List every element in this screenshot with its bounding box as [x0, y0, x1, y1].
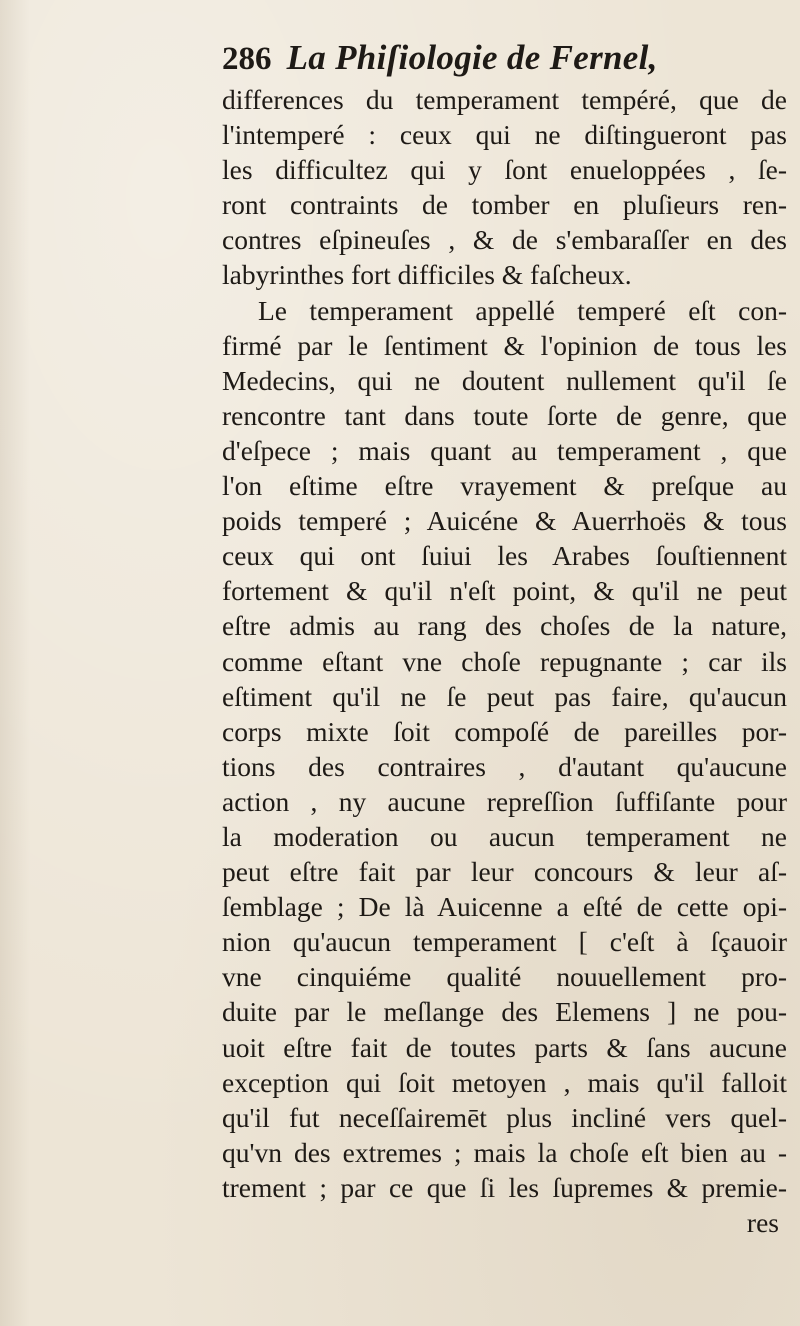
text-line: poids temperé ; Auicéne & Auerrhoës & tous [222, 505, 787, 537]
text-line: tions des contraires , d'autant qu'aucune [222, 750, 787, 782]
text-line: fortement & qu'il n'eſt point, & qu'il ne peut [222, 575, 787, 607]
text-line: action , ny aucune repreſſion ſuffiſante pour [222, 785, 787, 817]
text-line: contres eſpineuſes , & de s'embaraſſer en des [222, 224, 787, 256]
text-line: rencontre tant dans toute ſorte de genre, que [222, 399, 787, 431]
text-line: eſtiment qu'il ne ſe peut pas faire, qu'aucun [222, 680, 787, 712]
page-number: 286 [222, 41, 272, 77]
text-line: ſemblage ; De là Auicenne a eſté de cette opi- [222, 891, 787, 923]
text-line: l'on eſtime eſtre vrayement & preſque au [222, 470, 787, 502]
text-line: d'eſpece ; mais quant au temperament , que [222, 434, 787, 466]
text-line: duite par le meſlange des Elemens ] ne pou- [222, 996, 787, 1028]
text-line: l'intemperé : ceux qui ne diſtingueront pas [222, 119, 787, 151]
text-line: ceux qui ont ſuiui les Arabes ſouſtiennent [222, 540, 787, 572]
text-line: nion qu'aucun temperament [ c'eſt à ſçauoir [222, 926, 787, 958]
paragraph-start-line: Le temperament appellé temperé eſt con- [258, 294, 787, 326]
running-header [222, 38, 782, 88]
text-line: comme eſtant vne choſe repugnante ; car ils [222, 645, 787, 677]
text-line: vne cinquiéme qualité nouuellement pro- [222, 961, 787, 993]
text-line: trement ; par ce que ſi les ſupremes & premie- [222, 1171, 787, 1203]
text-line: eſtre admis au rang des choſes de la nature, [222, 610, 787, 642]
text-line: firmé par le ſentiment & l'opinion de tous les [222, 329, 787, 361]
text-line: la moderation ou aucun temperament ne [222, 820, 787, 852]
text-line: uoit eſtre fait de toutes parts & ſans aucune [222, 1031, 787, 1063]
text-line: labyrinthes fort difficiles & faſcheux. [222, 259, 632, 291]
text-line: differences du temperament tempéré, que de [222, 84, 787, 115]
text-line: qu'vn des extremes ; mais la choſe eſt bien au - [222, 1136, 787, 1168]
text-line: qu'il fut neceſſairemēt plus incliné vers quel- [222, 1101, 787, 1133]
text-line: peut eſtre fait par leur concours & leur aſ- [222, 856, 787, 888]
text-line: exception qui ſoit metoyen , mais qu'il falloit [222, 1066, 787, 1098]
text-line: Medecins, qui ne doutent nullement qu'il ſe [222, 364, 787, 396]
text-line: ront contraints de tomber en pluſieurs ren- [222, 189, 787, 221]
gutter-shadow [0, 0, 30, 1326]
text-line: corps mixte ſoit compoſé de pareilles por- [222, 715, 787, 747]
running-title: La Phiſiologie de Fernel, [286, 38, 658, 77]
catchword: res [746, 1207, 779, 1238]
body-text [222, 82, 787, 1240]
text-line: les difficultez qui y ſont enueloppées , ſe- [222, 154, 787, 186]
